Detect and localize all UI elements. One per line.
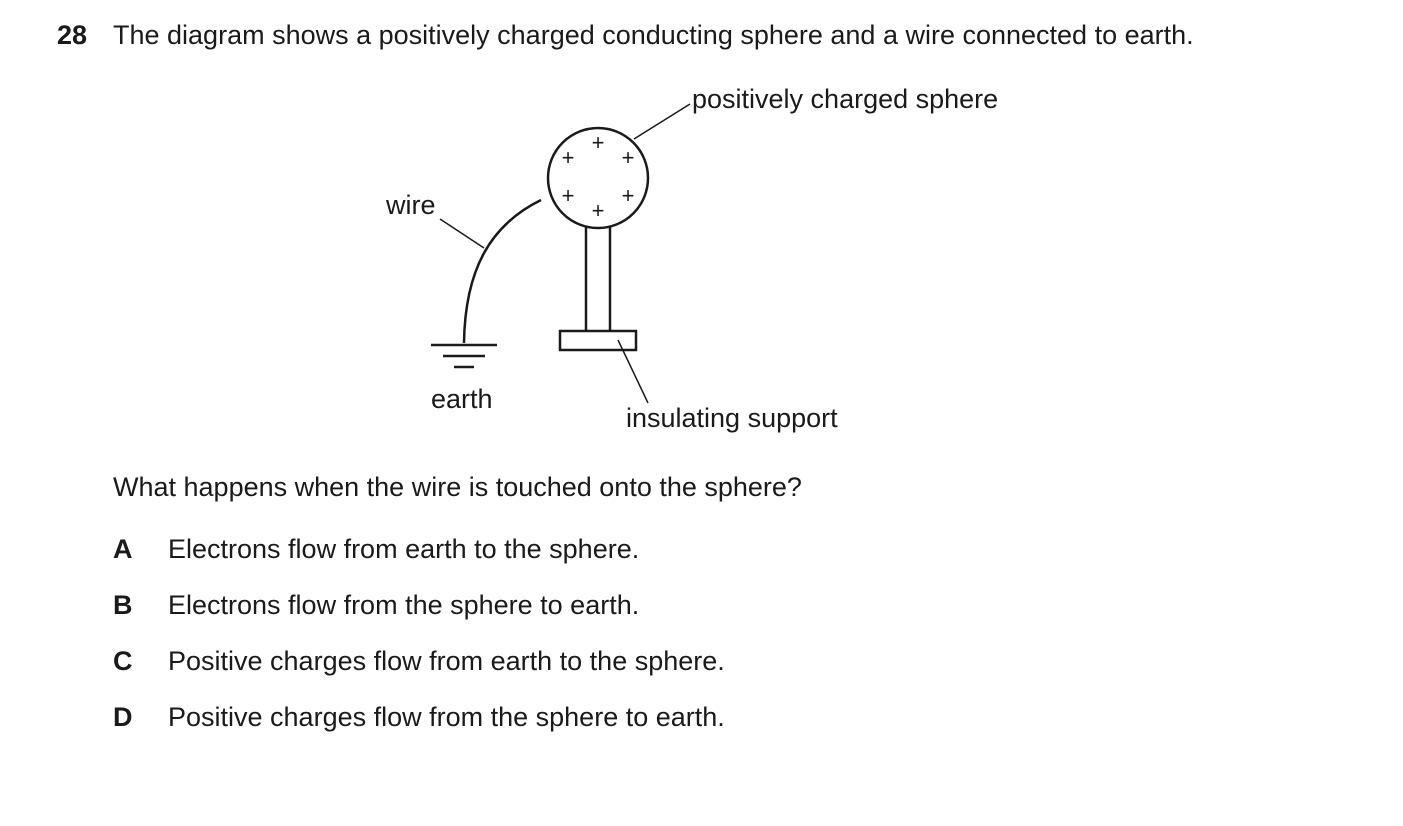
charge-plus-4: + <box>561 183 575 208</box>
question-prompt: What happens when the wire is touched onto the sphere? <box>113 472 802 502</box>
charge-plus-5: + <box>621 183 635 208</box>
option-text: Electrons flow from earth to the sphere. <box>168 534 640 564</box>
option-text: Electrons flow from the sphere to earth. <box>168 590 640 620</box>
sphere-label: positively charged sphere <box>692 84 999 114</box>
earth-label: earth <box>431 384 493 414</box>
option-text: Positive charges flow from the sphere to earth. <box>168 702 725 732</box>
option-letter: B <box>113 590 133 620</box>
wire-leader-line <box>440 219 484 248</box>
option-text: Positive charges flow from earth to the sphere. <box>168 646 725 676</box>
charge-plus-2: + <box>561 145 575 170</box>
support-label: insulating support <box>626 403 838 433</box>
charge-plus-1: + <box>591 130 605 155</box>
option-letter: D <box>113 702 133 732</box>
question-stem: The diagram shows a positively charged conducting sphere and a wire connected to earth. <box>113 20 1194 50</box>
wire-label: wire <box>386 190 436 220</box>
charge-plus-6: + <box>591 198 605 223</box>
support-base <box>560 331 636 350</box>
option-letter: C <box>113 646 133 676</box>
option-letter: A <box>113 534 133 564</box>
sphere-leader-line <box>634 104 690 139</box>
charge-plus-3: + <box>621 145 635 170</box>
question-number: 28 <box>57 20 88 50</box>
earth-wire <box>464 200 541 343</box>
